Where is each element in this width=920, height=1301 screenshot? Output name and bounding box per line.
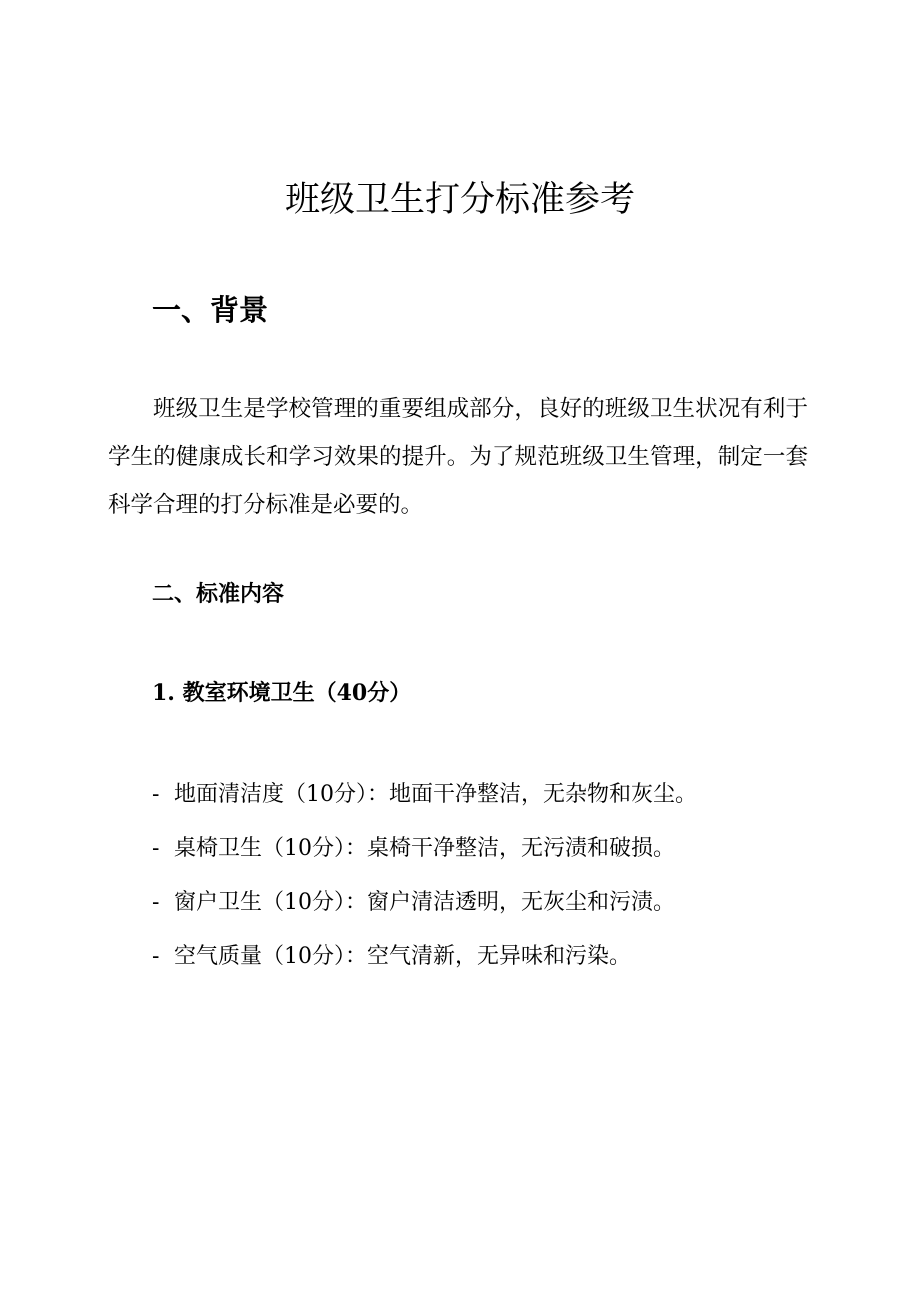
- section-heading-background: 一、背景: [152, 293, 269, 327]
- list-item-text: 地面清洁度（10分）：地面干净整洁，无杂物和灰尘。: [174, 782, 697, 807]
- list-item-text: 桌椅卫生（10分）：桌椅干净整洁，无污渍和破损。: [174, 836, 675, 861]
- list-item: [152, 937, 697, 991]
- section-heading-standards: 二、标准内容: [152, 582, 285, 607]
- list-item-text: 空气质量（10分）：空气清新，无异味和污染。: [174, 944, 631, 969]
- list-bullet: -: [152, 836, 160, 861]
- list-item: [152, 775, 697, 829]
- list-item: [152, 829, 697, 883]
- document-title: 班级卫生打分标准参考: [284, 180, 635, 220]
- criteria-list: [152, 775, 697, 991]
- list-item-text: 窗户卫生（10分）：窗户清洁透明，无灰尘和污渍。: [174, 890, 675, 915]
- list-bullet: -: [152, 890, 160, 915]
- list-bullet: -: [152, 944, 160, 969]
- subsection-heading-classroom: 1. 教室环境卫生（40分）: [152, 680, 412, 706]
- list-item: [152, 883, 697, 937]
- background-paragraph: 班级卫生是学校管理的重要组成部分，良好的班级卫生状况有利于学生的健康成长和学习效果的提升。为了规范班级卫生管理，制定一套科学合理的打分标准是必要的。: [108, 396, 808, 518]
- list-bullet: -: [152, 782, 160, 807]
